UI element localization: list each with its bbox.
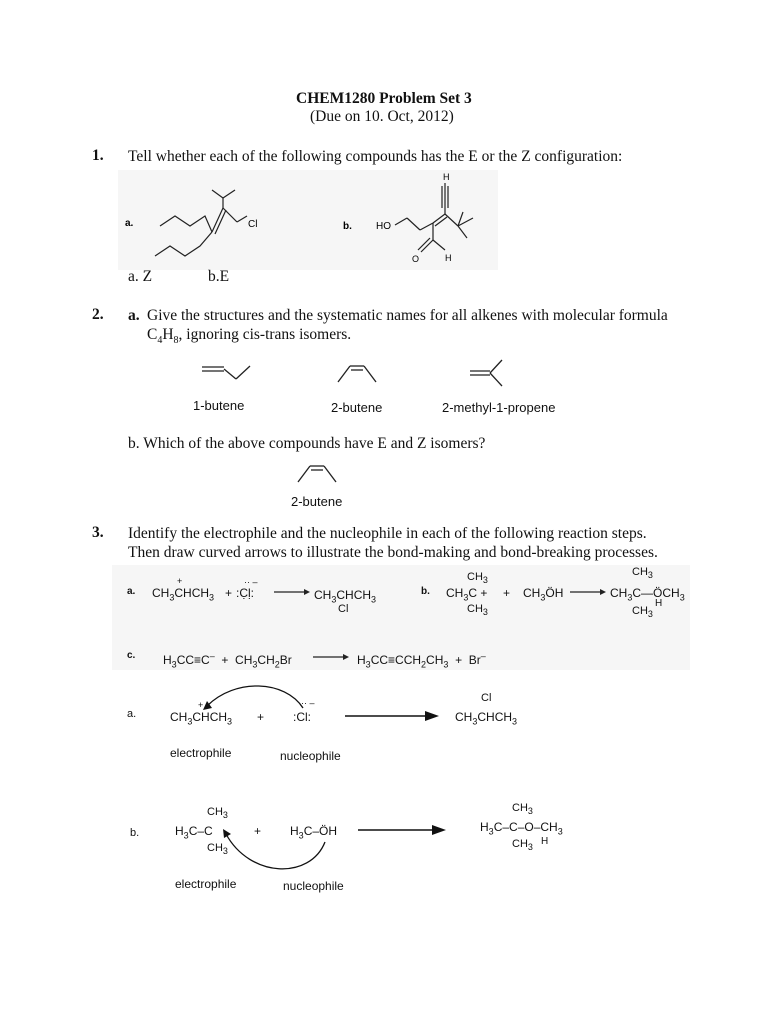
sol-b-ch3-bottom: $CH_3$ bbox=[207, 842, 228, 857]
sol-a-carbocation: $CH_3CHCH_3$ bbox=[170, 710, 233, 727]
page-title: CHEM1280 Problem Set 3 bbox=[296, 90, 472, 107]
rxn-a-charge: + bbox=[177, 576, 183, 586]
name-2-butene: 2-butene bbox=[331, 400, 383, 415]
sol-b-cation: $H_3C-C$ bbox=[175, 824, 213, 841]
rxn-b-product-h: H bbox=[655, 598, 663, 609]
q2-text-line2: $C_4H_8$, ignoring cis-trans isomers. bbox=[147, 326, 352, 347]
q3-text-line1: Identify the electrophile and the nucleophile in each of the following reaction steps. bbox=[128, 525, 647, 542]
q1-part-a-label: a. bbox=[125, 218, 134, 229]
mol-a-cl: Cl bbox=[248, 219, 258, 230]
sol-b-product: $H_3C-C-O-CH_3$ bbox=[480, 820, 563, 837]
rxn-c-reactants: $H_3CC\equiv C^- + CH_3CH_2Br$ bbox=[163, 651, 292, 670]
sol-b-curved-arrow bbox=[220, 828, 340, 878]
structure-2-methyl-1-propene bbox=[470, 360, 502, 386]
q2b-answer: 2-butene bbox=[291, 494, 343, 509]
q2-part-a-label: a. bbox=[128, 307, 140, 324]
q1-structures bbox=[115, 168, 515, 273]
sol-b-plus: + bbox=[254, 824, 262, 838]
name-2-methyl-1-propene: 2-methyl-1-propene bbox=[442, 400, 556, 415]
sol-b-ch3-top: $CH_3$ bbox=[207, 806, 228, 821]
sol-a-chloride-dots: ·· – bbox=[301, 698, 315, 708]
q2b-structure-2-butene bbox=[290, 458, 350, 488]
q2-number: 2. bbox=[92, 306, 104, 323]
rxn-c-products: $H_3CC\equiv CCH_2CH_3 + Br^-$ bbox=[357, 651, 486, 670]
sol-b-product-ch3-top: $CH_3$ bbox=[512, 802, 533, 817]
sol-b-product-ch3-bottom: $CH_3$ bbox=[512, 838, 533, 853]
mol-b-h-ald: H bbox=[445, 253, 452, 263]
mol-b-ho: HO bbox=[376, 221, 391, 232]
rxn-b-ch3-top: $CH_3$ bbox=[467, 571, 488, 586]
structure-1-butene bbox=[202, 366, 250, 379]
q1-answer-a: a. Z bbox=[128, 268, 153, 285]
sol-a-nucleophile: nucleophile bbox=[280, 749, 341, 763]
mol-b-h-top: H bbox=[443, 172, 450, 182]
sol-a-electrophile: electrophile bbox=[170, 746, 232, 760]
sol-a-curved-arrow bbox=[195, 680, 315, 720]
rxn-a-reactant: $CH_3CHCH_3$ bbox=[152, 586, 215, 603]
rxn-a-chloride: :C̣ḷ: bbox=[236, 586, 254, 600]
rxn-b-methanol: $CH_3ÖH$ bbox=[523, 586, 564, 603]
rxn-a-arrow bbox=[274, 587, 310, 597]
sol-b-product-h: H bbox=[541, 836, 549, 847]
q1-part-b-label: b. bbox=[343, 221, 352, 232]
sol-a-label: a. bbox=[127, 708, 137, 720]
q2-text-line1: Give the structures and the systematic names for all alkenes with molecular formula bbox=[147, 307, 668, 324]
q2-part-b-text: b. Which of the above compounds have E and Z isomers? bbox=[128, 435, 486, 452]
rxn-b-product: $CH_3C—ÖCH_3$ bbox=[610, 586, 685, 603]
rxn-a-product: $CH_3CHCH_3$ bbox=[314, 588, 377, 605]
sol-b-electrophile: electrophile bbox=[175, 877, 237, 891]
rxn-b-ch3-bottom: $CH_3$ bbox=[467, 603, 488, 618]
rxn-b-plus: + bbox=[503, 586, 511, 600]
rxn-b-label: b. bbox=[421, 586, 430, 597]
sol-a-product: $CH_3CHCH_3$ bbox=[455, 710, 518, 727]
rxn-b-cation: $CH_3C$ + bbox=[446, 586, 488, 603]
sol-b-nucleophile: nucleophile bbox=[283, 879, 344, 893]
q1-text: Tell whether each of the following compounds has the E or the Z configuration: bbox=[128, 148, 623, 165]
sol-a-chloride: :Cl: bbox=[293, 710, 311, 724]
rxn-b-product-ch3-top: $CH_3$ bbox=[632, 566, 653, 581]
molecule-a bbox=[155, 190, 247, 256]
sol-b-label: b. bbox=[130, 827, 140, 839]
rxn-b-arrow bbox=[570, 587, 606, 597]
sol-a-arrow bbox=[345, 709, 440, 723]
sol-a-plus: + bbox=[257, 710, 265, 724]
q1-answer-b: b.E bbox=[208, 268, 230, 285]
rxn-c-label: c. bbox=[127, 650, 136, 661]
structure-2-butene bbox=[338, 366, 376, 382]
rxn-a-label: a. bbox=[127, 586, 136, 597]
rxn-c-arrow bbox=[313, 652, 349, 662]
q1-number: 1. bbox=[92, 147, 104, 164]
due-date: (Due on 10. Oct, 2012) bbox=[310, 108, 454, 125]
rxn-a-plus: + bbox=[225, 586, 233, 600]
rxn-a-product-cl: Cl bbox=[338, 603, 349, 615]
sol-a-charge: + bbox=[198, 700, 204, 710]
q3-number: 3. bbox=[92, 524, 104, 541]
sol-a-product-cl: Cl bbox=[481, 692, 492, 704]
name-1-butene: 1-butene bbox=[193, 398, 245, 413]
molecule-b bbox=[395, 183, 473, 252]
mol-b-o: O bbox=[412, 254, 420, 264]
sol-b-arrow bbox=[358, 823, 448, 837]
rxn-a-chloride-dots: ·· – bbox=[244, 577, 258, 587]
q3-text-line2: Then draw curved arrows to illustrate the bond-making and bond-breaking processes. bbox=[128, 544, 658, 561]
sol-b-methanol: $H_3C-ÖH$ bbox=[290, 824, 338, 841]
rxn-b-product-ch3-bottom: $CH_3$ bbox=[632, 605, 653, 620]
